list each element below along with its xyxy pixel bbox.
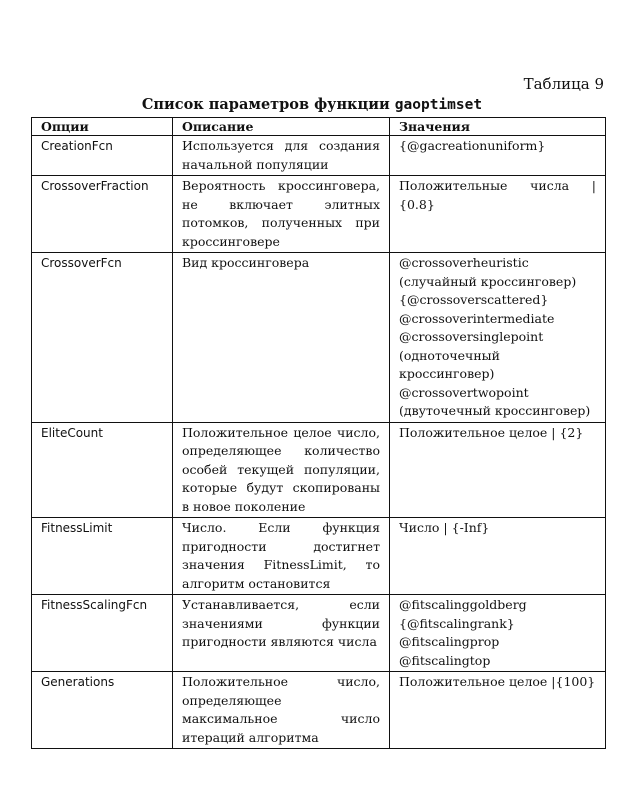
option-cell: EliteCount <box>32 422 173 518</box>
table-row <box>32 176 606 253</box>
value-item: Положительное целое | {2} <box>399 424 584 440</box>
table-row <box>32 136 606 176</box>
value-item: {@crossoverscattered} <box>399 292 549 307</box>
parameters-table <box>31 117 606 749</box>
value-item: {@gacreationuniform} <box>399 138 546 153</box>
value-item: Положительное целое |{100} <box>399 674 596 689</box>
value-item: @crossoverheuristic (случайный кроссинговер) <box>399 255 577 289</box>
option-cell: Generations <box>32 672 173 749</box>
value-item: Число | {-Inf} <box>399 520 490 535</box>
values-cell <box>390 518 606 595</box>
value-item: @crossovertwopoint (двуточечный кроссинговер) <box>399 384 591 418</box>
option-cell: CreationFcn <box>32 136 173 176</box>
value-item: Положительные числа | {0.8} <box>399 178 596 212</box>
description-cell: Положительное целое число, определяющее количество особей текущей популяции, которые будут скопированы в новое поколение <box>173 422 390 518</box>
values-cell <box>390 595 606 672</box>
description-cell: Число. Если функция пригодности достигнет значения FitnessLimit, то алгоритм остановится <box>173 518 390 595</box>
values-cell <box>390 422 606 518</box>
table-header-row <box>32 118 606 136</box>
option-cell: CrossoverFraction <box>32 176 173 253</box>
table-row <box>32 518 606 595</box>
description-cell: Положительное число, определяющее максимальное число итераций алгоритма <box>173 672 390 749</box>
values-cell <box>390 136 606 176</box>
column-header-options: Опции <box>32 118 173 136</box>
option-cell: FitnessScalingFcn <box>32 595 173 672</box>
value-item: @crossoverintermediate <box>399 310 555 326</box>
values-cell <box>390 672 606 749</box>
caption-text: Список параметров функции <box>141 96 395 113</box>
value-item: {@fitscalingrank} <box>399 615 515 631</box>
table-row <box>32 672 606 749</box>
values-cell <box>390 253 606 423</box>
table-number: Таблица 9 <box>523 75 604 93</box>
option-cell: CrossoverFcn <box>32 253 173 423</box>
values-cell <box>390 176 606 253</box>
description-cell: Устанавливается, если значениями функции пригодности являются числа <box>173 595 390 672</box>
table-row <box>32 253 606 423</box>
table-row <box>32 595 606 672</box>
description-cell: Вид кроссинговера <box>173 253 390 423</box>
column-header-values: Значения <box>390 118 606 136</box>
description-cell: Вероятность кроссинговера, не включает элитных потомков, полученных при кроссинговере <box>173 176 390 253</box>
caption-function-name: gaoptimset <box>394 97 483 113</box>
table-caption <box>0 96 624 113</box>
value-item: @fitscalingprop <box>399 634 500 649</box>
table-row <box>32 422 606 518</box>
value-item: @fitscalinggoldberg <box>399 597 527 612</box>
description-cell: Используется для создания начальной популяции <box>173 136 390 176</box>
column-header-description: Описание <box>173 118 390 136</box>
value-item: @fitscalingtop <box>399 652 491 668</box>
option-cell: FitnessLimit <box>32 518 173 595</box>
value-item: @crossoversinglepoint (одноточечный кроссинговер) <box>399 329 544 381</box>
